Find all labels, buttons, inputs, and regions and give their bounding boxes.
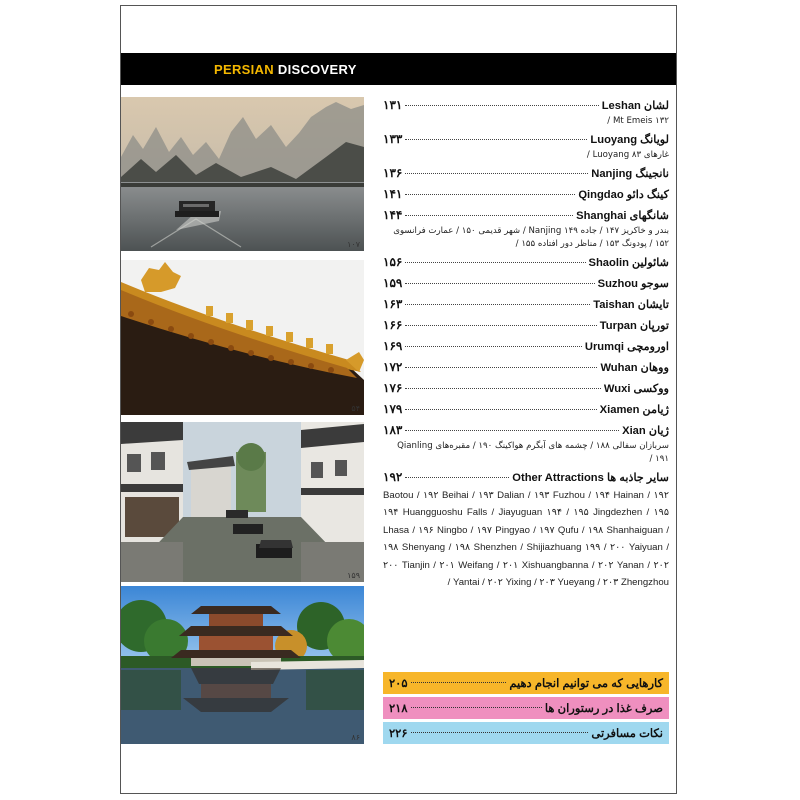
toc-title: لشان Leshan: [601, 100, 669, 112]
section-band-dining[interactable]: [383, 697, 669, 719]
toc-title: شائولین Shaolin: [588, 257, 669, 269]
band-page: ۲۱۸: [389, 703, 408, 715]
toc-title: سایر جاذبه ها Other Attractions: [512, 472, 669, 484]
leader-dots: [405, 325, 596, 326]
toc-entry-taishan[interactable]: [383, 296, 669, 314]
toc-title: تایشان Taishan: [593, 299, 669, 311]
toc-entry-wuxi[interactable]: [383, 380, 669, 398]
leader-dots: [405, 477, 509, 478]
leader-dots: [405, 139, 587, 140]
band-page: ۲۲۶: [389, 728, 408, 740]
leader-dots: [405, 215, 573, 216]
book-page: [120, 5, 677, 794]
toc-entry-turpan[interactable]: [383, 317, 669, 335]
toc-entry-other-attractions[interactable]: [383, 469, 669, 591]
toc-entry-shaolin[interactable]: [383, 254, 669, 272]
toc-page: ۱۷۲: [383, 360, 403, 374]
toc-page: ۱۳۱: [383, 98, 403, 112]
band-page: ۲۰۵: [389, 678, 408, 690]
photo-karst-river: [121, 97, 364, 251]
toc-page: ۱۹۲: [383, 470, 403, 484]
leader-dots: [405, 283, 594, 284]
toc-subentries: بندر و خاکریز ۱۴۷ / جاده Nanjing ۱۴۹ / شهر قدیمی ۱۵۰ / عمارت فرانسوی ۱۵۲ / پودونگ ۱۵۳ / مناظر دور افتاده ۱۵۵ /: [393, 226, 669, 249]
toc-page: ۱۴۴: [383, 208, 403, 222]
photo-page-number: ۱۰۷: [347, 240, 360, 249]
toc-page: ۱۸۳: [383, 423, 403, 437]
leader-dots: [411, 682, 507, 683]
leader-dots: [405, 346, 582, 347]
toc-title: ژیان Xian: [622, 425, 669, 437]
toc-page: ۱۶۹: [383, 339, 403, 353]
toc-page: ۱۷۹: [383, 402, 403, 416]
toc-title: نانجینگ Nanjing: [591, 168, 669, 180]
toc-page: ۱۵۶: [383, 255, 403, 269]
table-of-contents: [383, 97, 669, 594]
toc-entry-suzhou[interactable]: [383, 275, 669, 293]
toc-entry-xiamen[interactable]: [383, 401, 669, 419]
toc-title: ژیامن Xiamen: [599, 404, 669, 416]
toc-entry-leshan[interactable]: [383, 97, 669, 128]
toc-title: اورومچی Urumqi: [584, 341, 669, 353]
band-title: نکات مسافرتی: [591, 728, 663, 740]
leader-dots: [411, 707, 542, 708]
toc-entry-shanghai[interactable]: [383, 207, 669, 251]
photo-pagoda-lake: [121, 586, 364, 744]
leader-dots: [405, 367, 597, 368]
toc-entry-nanjing[interactable]: [383, 165, 669, 183]
toc-title: کینگ دائو Qingdao: [578, 189, 669, 201]
leader-dots: [405, 388, 601, 389]
leader-dots: [405, 105, 598, 106]
toc-page: ۱۷۶: [383, 381, 403, 395]
photo-temple-roof: [121, 260, 364, 415]
toc-entry-wuhan[interactable]: [383, 359, 669, 377]
toc-title: ووهان Wuhan: [600, 362, 669, 374]
toc-title: لویانگ Luoyang: [590, 134, 669, 146]
photo-page-number: ۵۴: [351, 404, 360, 413]
toc-page: ۱۳۶: [383, 166, 403, 180]
toc-page: ۱۶۶: [383, 318, 403, 332]
toc-entry-luoyang[interactable]: [383, 131, 669, 162]
toc-page: ۱۵۹: [383, 276, 403, 290]
section-band-things-to-do[interactable]: [383, 672, 669, 694]
leader-dots: [405, 304, 590, 305]
brand-part1: PERSIAN: [214, 62, 274, 77]
band-title: صرف غذا در رستوران ها: [544, 703, 663, 715]
toc-subentries: Mt Emeis ۱۳۲ /: [607, 116, 669, 126]
toc-page: ۱۶۳: [383, 297, 403, 311]
photo-canal-town: [121, 422, 364, 582]
toc-entry-qingdao[interactable]: [383, 186, 669, 204]
leader-dots: [405, 409, 596, 410]
toc-title: تورپان Turpan: [599, 320, 669, 332]
toc-page: ۱۴۱: [383, 187, 403, 201]
toc-page: ۱۳۳: [383, 132, 403, 146]
photo-page-number: ۱۵۹: [347, 571, 360, 580]
toc-title: ووکسی Wuxi: [603, 383, 669, 395]
leader-dots: [411, 732, 589, 733]
toc-subentries: غارهای Luoyang ۸۳ /: [586, 150, 669, 160]
brand-title: [214, 62, 357, 77]
leader-dots: [405, 173, 588, 174]
band-title: کارهایی که می توانیم انجام دهیم: [509, 678, 663, 690]
other-attractions-list: ۱۹۲ Baotou / ۱۹۲ Beihai / ۱۹۳ Dalian / ۱۹۳ Fuzhou / ۱۹۴ Hainan / ۱۹۴ Huangguoshu Falls / Jiayuguan ۱۹۴ / ۱۹۵ Jingdezhen / ۱۹۵ Lhasa / ۱۹۶ Ningbo / ۱۹۷ Pingyao / ۱۹۷ Qufu / ۱۹۸ Shanhaiguan / ۱۹۸ Shenyang / ۱۹۸ Shenzhen / Shijiazhuang ۱۹۹ / ۲۰۰ Yaiyuan / ۲۰۰ Tianjin / ۲۰۱ Weifang / ۲۰۱ Xishuangbanna / ۲۰۲ Yanan / ۲۰۲ Yantai / ۲۰۲ Yixing / ۲۰۳ Yueyang / ۲۰۳ Zhengzhou /: [383, 490, 669, 589]
toc-entry-xian[interactable]: [383, 422, 669, 466]
section-band-travel-tips[interactable]: [383, 722, 669, 744]
toc-subentries: سربازان سفالی ۱۸۸ / چشمه های آبگرم هواکینگ ۱۹۰ / مقبره‌های Qianling ۱۹۱ /: [397, 441, 669, 464]
toc-title: شانگهای Shanghai: [576, 210, 669, 222]
header-bar: [121, 53, 676, 85]
toc-title: سوجو Suzhou: [597, 278, 669, 290]
leader-dots: [405, 262, 585, 263]
photo-page-number: ۸۶: [351, 733, 360, 742]
leader-dots: [405, 194, 575, 195]
brand-part2: DISCOVERY: [277, 62, 357, 77]
toc-entry-urumqi[interactable]: [383, 338, 669, 356]
leader-dots: [405, 430, 619, 431]
